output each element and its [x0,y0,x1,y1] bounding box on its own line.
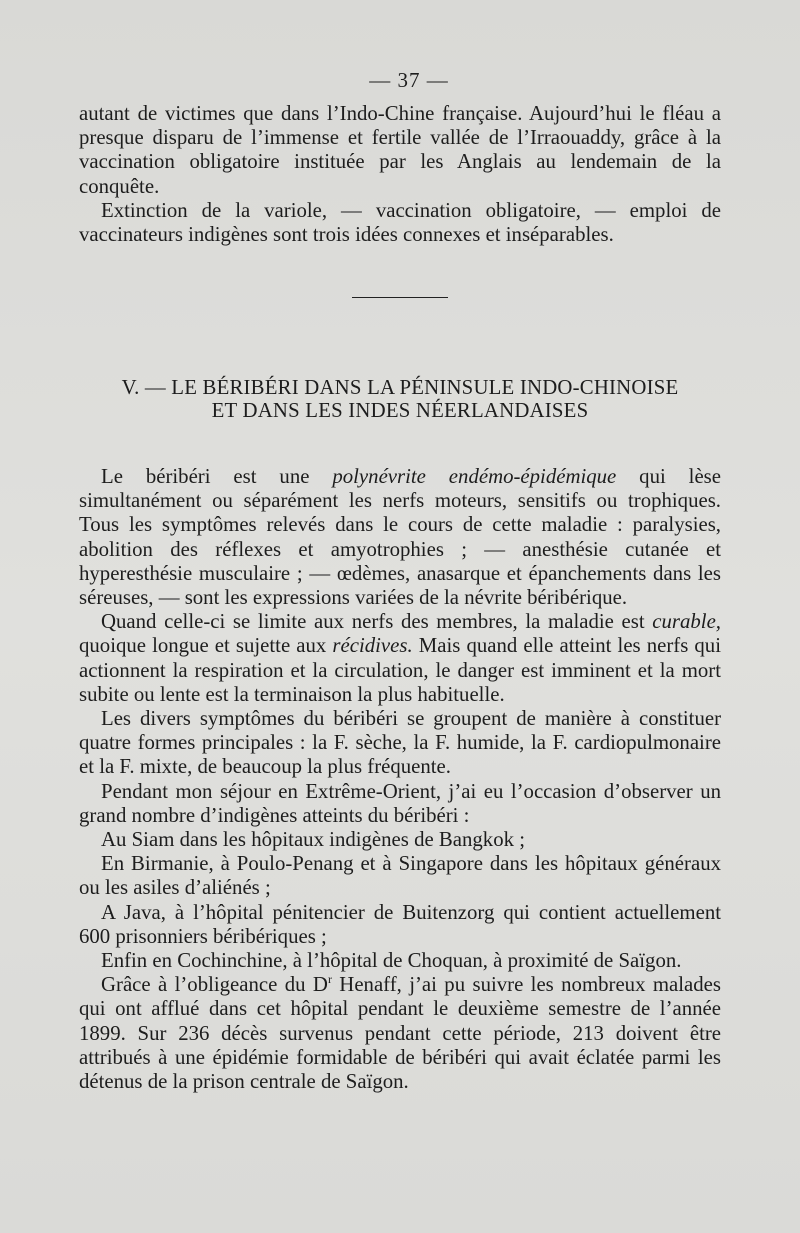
continuation-paragraph: autant de victimes que dans l’Indo-Chine française. Aujourd’hui le fléau a presque disparu de l’immense et fertile vallée de l’Irraouaddy, grâce à la vaccination obligatoire instituée par les Anglais au lendemain de la conquête. [79,102,721,198]
section-heading [79,376,721,422]
section-body [79,465,721,1094]
prognosis-curable: curable, [652,610,721,634]
opening-text [79,102,721,247]
list-item-siam: Au Siam dans les hôpitaux indigènes de Bangkok ; [101,828,525,852]
henaff-rest: Henaff, j’ai pu suivre les nombreux malades qui ont afflué dans cet hôpital pendant le deuxième semestre de l’année 1899. Sur 236 décès survenus pendant cette période, 213 doivent être attribués à une épidémie formidable de béribéri qui avait éclatée parmi les détenus de la prison centrale de Saïgon. [79,973,721,1094]
henaff-superscript: r [327,972,332,987]
extinction-paragraph: Extinction de la variole, — vaccination obligatoire, — emploi de vaccinateurs indigènes sont trois idées connexes et inséparables. [79,198,721,247]
definition-rest: qui lèse simultanément ou séparément les nerfs moteurs, sensitifs ou trophiques. Tous les symptômes relevés dans le cours de cette maladie : paralysies, abolition des réflexes et amyotrophies ; — anesthésie cutanée et hyperesthésie musculaire ; — œdèmes, anasarque et épanchements dans les séreuses, — sont les expressions variées de la névrite béribérique. [79,465,721,610]
prognosis-recidives: récidives. [332,634,413,658]
prognosis-mid: quoique longue et sujette aux [79,634,333,658]
section-heading-line-1: V. — LE BÉRIBÉRI DANS LA PÉNINSULE INDO-CHINOISE [121,376,679,399]
list-item-birmanie: En Birmanie, à Poulo-Penang et à Singapore dans les hôpitaux généraux ou les asiles d’aliénés ; [79,852,721,900]
list-item-cochinchine: Enfin en Cochinchine, à l’hôpital de Choquan, à proximité de Saïgon. [101,949,682,973]
definition-term: polynévrite endémo-épidémique [332,465,617,488]
henaff-paragraph [79,973,721,1094]
forms-paragraph: Les divers symptômes du béribéri se groupent de manière à constituer quatre formes principales : la F. sèche, la F. humide, la F. cardiopulmonaire et la F. mixte, de beaucoup la plus fréquente. [79,707,721,779]
henaff-lead: Grâce à l’obligeance du D [101,973,328,997]
observation-paragraph: Pendant mon séjour en Extrême-Orient, j’ai eu l’occasion d’observer un grand nombre d’indigènes atteints du béribéri : [79,779,721,827]
page-number: — 37 — [369,68,449,92]
section-heading-line-2: ET DANS LES INDES NÉERLANDAISES [211,399,589,422]
list-item-java: A Java, à l’hôpital pénitencier de Buitenzorg qui contient actuellement 600 prisonniers béribériques ; [79,900,721,948]
prognosis-rest: Mais quand elle atteint les nerfs qui actionnent la respiration et la circulation, le danger est imminent et la mort subite ou lente est la terminaison la plus habituelle. [79,634,721,706]
definition-paragraph [79,465,721,610]
section-divider [352,297,448,298]
prognosis-paragraph [79,610,721,707]
prognosis-lead: Quand celle-ci se limite aux nerfs des membres, la maladie est [101,610,653,634]
definition-lead: Le béribéri est une [101,465,333,488]
